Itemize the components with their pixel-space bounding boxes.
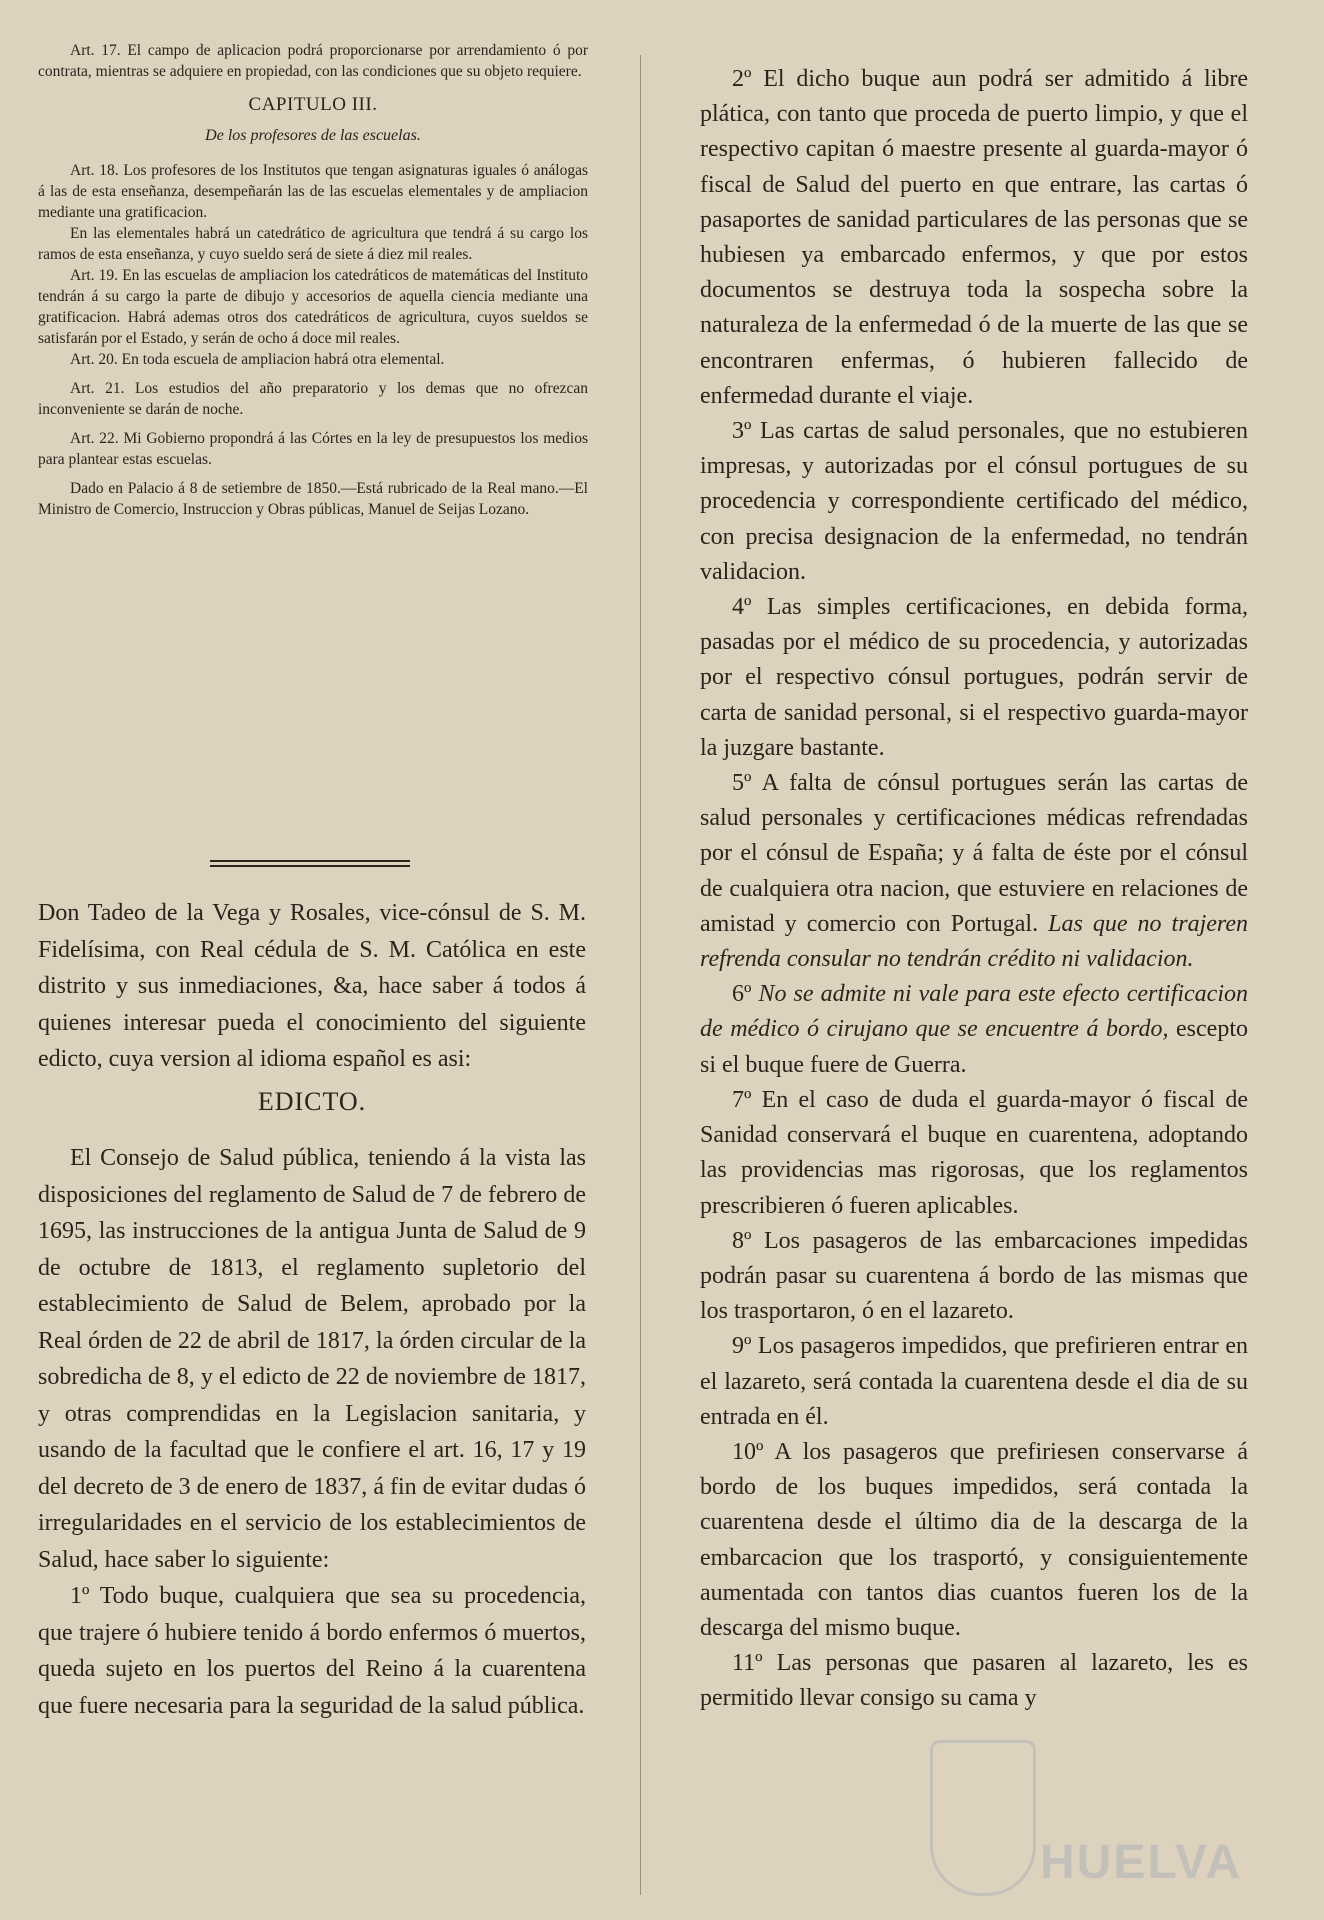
edict-item-6 — [700, 977, 1248, 1083]
right-column-edict — [700, 62, 1248, 1717]
article-21: Art. 21. Los estudios del año preparatorio y los demas que no ofrezcan inconveniente se darán de noche. — [38, 380, 588, 418]
edict-item-6-italic: No se admite ni vale para este efecto certificacion de médico ó cirujano que se encuentre á bordo, — [700, 981, 1249, 1043]
article-18-continued: En las elementales habrá un catedrático de agricultura que tendrá á su cargo los ramos de esta enseñanza, y cuyo sueldo será de siete á diez mil reales. — [38, 225, 588, 263]
stamp-text: HUELVA — [1040, 1836, 1243, 1889]
shield-icon — [930, 1740, 1036, 1896]
decorative-rule — [210, 860, 410, 868]
chapter-subheading: De los profesores de las escuelas. — [205, 127, 421, 144]
article-17: Art. 17. El campo de aplicacion podrá proporcionarse por arrendamiento ó por contrata, mientras se adquiere en propiedad, con las condiciones que su objeto requiere. — [38, 42, 588, 80]
edict-item-3: 3º Las cartas de salud personales, que no estubieren impresas, y autorizadas por el cónsul portugues de su procedencia y correspondiente certificado del médico, con precisa designacion de la enfermedad, no tendrán validacion. — [700, 418, 1248, 585]
edict-item-6-text: escepto si el buque fuere de Guerra. — [700, 1016, 1248, 1078]
chapter-heading: CAPITULO III. — [248, 94, 378, 115]
edict-item-5-italic: Las que no trajeren refrenda consular no tendrán crédito ni validacion. — [700, 910, 1248, 973]
edict-item-2: 2º El dicho buque aun podrá ser admitido á libre plática, con tanto que proceda de puerto limpio, y que el respectivo capitan ó maestre presente al guarda-mayor ó fiscal de Salud del puerto en que entrare, las cartas ó pasaportes de sanidad particulares de las personas que se hubiesen ya embarcado enfermos, y que por estos documentos se destruya toda la sospecha sobre la naturaleza de la enfermedad ó de la muerte de las que se encontraren enfermas, ó hubieren fallecido de enfermedad durante el viaje. — [700, 66, 1248, 409]
edict-item-10: 10º A los pasageros que prefiriesen conservarse á bordo de los buques impedidos, será contada la cuarentena desde el último dia de la descarga de la embarcacion que los trasportó, y consiguientemente aumentada con tantos dias cuantos fueren los de la descarga del mismo buque. — [700, 1438, 1248, 1641]
edict-item-5-text: 5º A falta de cónsul portugues serán las cartas de salud personales y certificaciones médicas refrendadas por el cónsul de España; y á falta de éste por el cónsul de cualquiera otra nacion, que estuviere en relaciones de amistad y comercio con Portugal. — [700, 770, 1248, 937]
edict-item-8: 8º Los pasageros de las embarcaciones impedidas podrán pasar su cuarentena á bordo de las mismas que los trasportaron, ó en el lazareto. — [700, 1227, 1248, 1325]
edict-item-9: 9º Los pasageros impedidos, que prefirieren entrar en el lazareto, será contada la cuarentena desde el dia de su entrada en él. — [700, 1333, 1248, 1430]
edict-title: EDICTO. — [257, 1086, 367, 1116]
edict-item-1: 1º Todo buque, cualquiera que sea su procedencia, que trajere ó hubiere tenido á bordo enfermos ó muertos, queda sujeto en los puertos del Reino á la cuarentena que fuere necesaria para la seguridad de la salud pública. — [38, 1583, 586, 1719]
column-divider — [640, 55, 641, 1895]
left-column-edict — [38, 895, 586, 1724]
council-preamble: El Consejo de Salud pública, teniendo á la vista las disposiciones del reglamento de Salud de 7 de febrero de 1695, las instrucciones de la antigua Junta de Salud de 9 de octubre de 1813, el reglamento supletorio del establecimiento de Salud de Belem, aprobado por la Real órden de 22 de abril de 1817, la órden circular de la sobredicha de 8, y el edicto de 22 de noviembre de 1817, y otras comprendidas en la Legislacion sanitaria, y usando de la facultad que le confiere el art. 16, 17 y 19 del decreto de 3 de enero de 1837, á fin de evitar dudas ó irregularidades en el servicio de los establecimientos de Salud, hace saber lo siguiente: — [38, 1145, 586, 1573]
decree-signature: Dado en Palacio á 8 de setiembre de 1850.—Está rubricado de la Real mano.—El Ministro de Comercio, Instruccion y Obras públicas, Manuel de Seijas Lozano. — [38, 480, 588, 518]
library-stamp — [930, 1740, 1260, 1900]
vice-consul-notice: Don Tadeo de la Vega y Rosales, vice-cónsul de S. M. Fidelísima, con Real cédula de S. M. Católica en este distrito y sus inmediaciones, &a, hace saber á todos á quienes interesar pueda el conocimiento del siguiente edicto, cuya version al idioma español es asi: — [38, 900, 586, 1072]
left-column-decree — [38, 40, 588, 520]
edict-item-11: 11º Las personas que pasaren al lazareto, les es permitido llevar consigo su cama y — [700, 1650, 1248, 1712]
article-20: Art. 20. En toda escuela de ampliacion habrá otra elemental. — [70, 351, 445, 368]
edict-item-7: 7º En el caso de duda el guarda-mayor ó fiscal de Sanidad conservará el buque en cuarentena, adoptando las providencias mas rigorosas, que los reglamentos prescribieren ó fueren aplicables. — [700, 1086, 1248, 1219]
edict-item-4: 4º Las simples certificaciones, en debida forma, pasadas por el médico de su procedencia, y autorizadas por el respectivo cónsul portugues, podrán servir de carta de sanidad personal, si el respectivo guarda-mayor la juzgare bastante. — [700, 594, 1248, 761]
article-19: Art. 19. En las escuelas de ampliacion los catedráticos de matemáticas del Instituto tendrán á su cargo la parte de dibujo y accesorios de aquella ciencia mediante una gratificacion. Habrá ademas otros dos catedráticos de agricultura, cuyos sueldos se satisfarán por el Estado, y serán de ocho á doce mil reales. — [38, 267, 588, 347]
edict-item-6-number: 6º — [732, 981, 752, 1008]
article-18: Art. 18. Los profesores de los Institutos que tengan asignaturas iguales ó análogas á las de esta enseñanza, desempeñarán las de las escuelas elementales y de ampliacion mediante una gratificacion. — [38, 162, 588, 221]
article-22: Art. 22. Mi Gobierno propondrá á las Córtes en la ley de presupuestos los medios para plantear estas escuelas. — [38, 430, 588, 468]
edict-item-5 — [700, 766, 1248, 977]
